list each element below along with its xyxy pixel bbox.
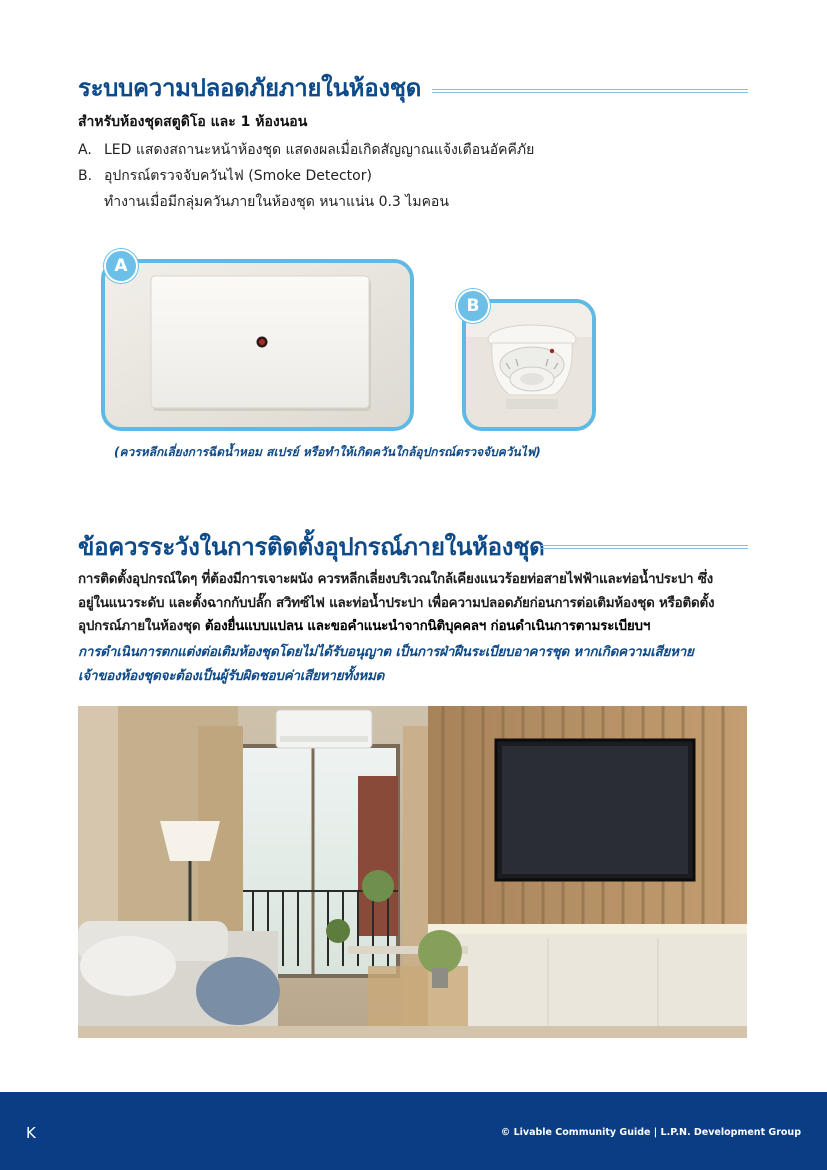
warning-line: การดำเนินการตกแต่งต่อเติมห้องชุดโดยไม่ได้รับอนุญาต เป็นการฝ่าฝืนระเบียบอาคารชุด หากเกิดความเสียหาย [78, 645, 694, 660]
smoke-detector-illustration [466, 303, 592, 427]
paragraph-installation [78, 568, 750, 639]
section-title-installation: ข้อควรระวังในการติดตั้งอุปกรณ์ภายในห้องชุด [78, 533, 545, 561]
subhead: สำหรับห้องชุดสตูดิโอ และ 1 ห้องนอน [78, 114, 308, 130]
led-panel-illustration [105, 263, 410, 427]
paragraph-line [78, 615, 750, 639]
caption-warning: (ควรหลีกเลี่ยงการฉีดน้ำหอม สเปรย์ หรือทำให้เกิดควันใกล้อุปกรณ์ตรวจจับควันไฟ) [114, 445, 541, 459]
title-rule [432, 89, 748, 93]
photo-led-panel [101, 259, 414, 431]
living-room-illustration [78, 706, 747, 1038]
warning-line: เจ้าของห้องชุดจะต้องเป็นผู้รับผิดชอบค่าเสียหายทั้งหมด [78, 668, 385, 684]
paragraph-emphasis: ต้องยื่นแบบแปลน และขอคำแนะนำจากนิติบุคคลฯ ก่อนดำเนินการตามระเบียบฯ [204, 619, 651, 634]
list-item-b [78, 165, 372, 187]
list-text: LED แสดงสถานะหน้าห้องชุด แสดงผลเมื่อเกิดสัญญาณแจ้งเตือนอัคคีภัย [104, 142, 535, 158]
list-text: อุปกรณ์ตรวจจับควันไฟ (Smoke Detector) [104, 168, 372, 184]
footer-copyright: © Livable Community Guide | L.P.N. Development Group [500, 1127, 801, 1138]
photo-living-room [78, 706, 747, 1038]
paragraph-text: อุปกรณ์ภายในห้องชุด [78, 619, 205, 634]
list-item-b-detail: ทำงานเมื่อมีกลุ่มควันภายในห้องชุด หนาแน่น 0.3 ไมคอน [104, 194, 449, 210]
list-item-a [78, 139, 534, 161]
paragraph-line: การติดตั้งอุปกรณ์ใดๆ ที่ต้องมีการเจาะผนัง ควรหลีกเลี่ยงบริเวณใกล้เคียงแนวร้อยท่อสายไฟฟ้าและท่อน้ำประปา ซึ่ง [78, 572, 714, 587]
paragraph-line: อยู่ในแนวระดับ และตั้งฉากกับปลั๊ก สวิทซ์ไฟ และท่อน้ำประปา เพื่อความปลอดภัยก่อนการต่อเติมห้องชุด หรือติดตั้ง [78, 595, 715, 611]
page-letter: K [26, 1124, 36, 1142]
warning-note [78, 641, 758, 688]
list-letter: A. [78, 142, 92, 158]
badge-b: B [456, 289, 490, 323]
section-title-safety: ระบบความปลอดภัยภายในห้องชุด [78, 74, 422, 102]
list-letter: B. [78, 168, 93, 184]
badge-a: A [104, 249, 138, 283]
title-rule [541, 545, 748, 549]
